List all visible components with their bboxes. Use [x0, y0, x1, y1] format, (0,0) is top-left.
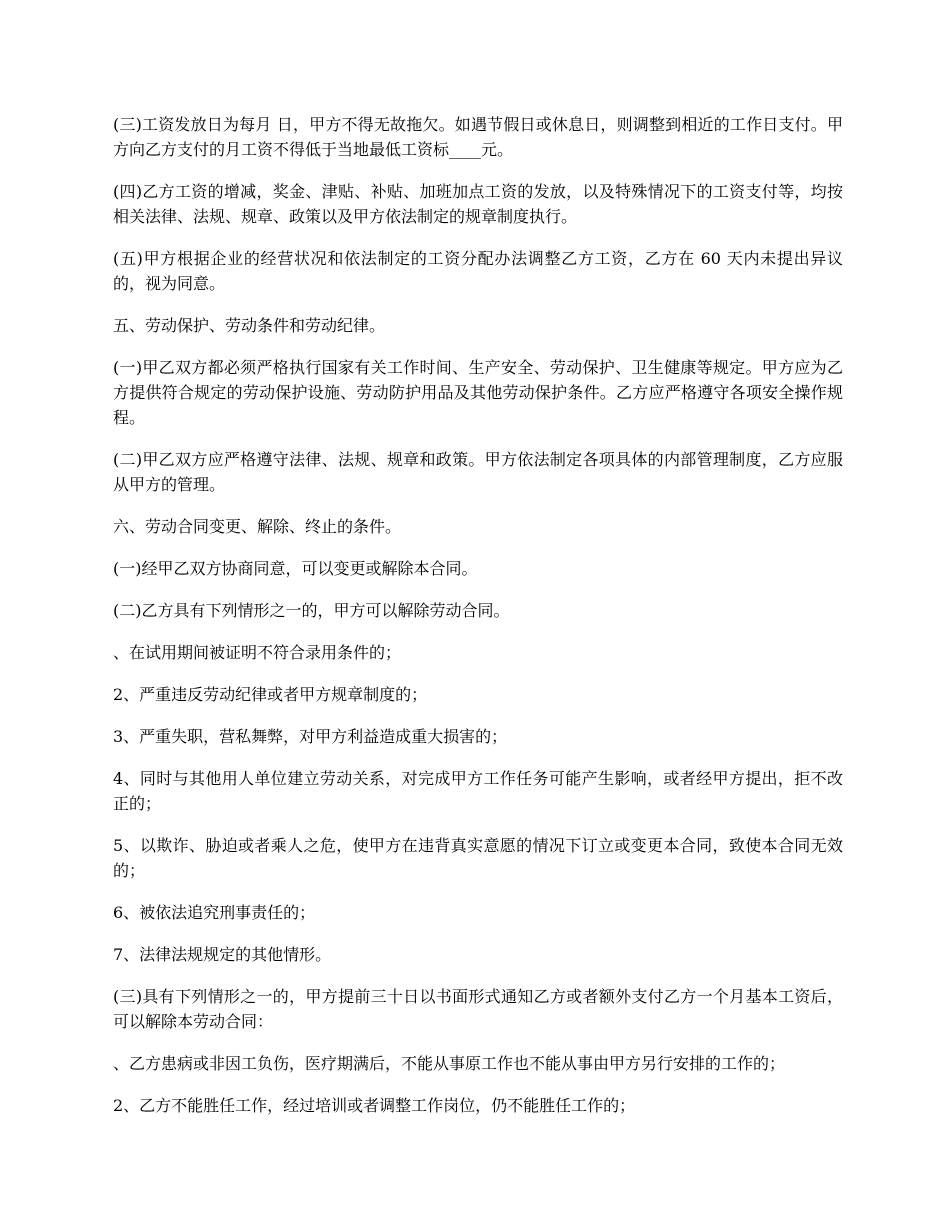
list-item-fraud: 5、以欺诈、胁迫或者乘人之危，使甲方在违背真实意愿的情况下订立或变更本合同，致使本合同无效的；: [113, 836, 843, 880]
paragraph-wage-payment-day: (三)工资发放日为每月 日，甲方不得无故拖欠。如遇节假日或休息日，则调整到相近的工作日支付。甲方向乙方支付的月工资不得低于当地最低工资标____元。: [113, 115, 843, 159]
section-heading-labor-protection: 五、劳动保护、劳动条件和劳动纪律。: [113, 316, 386, 335]
paragraph-compliance: (二)甲乙双方应严格遵守法律、法规、规章和政策。甲方依法制定各项具体的内部管理制度，乙方应服从甲方的管理。: [113, 450, 843, 494]
section-heading-contract-changes: 六、劳动合同变更、解除、终止的条件。: [113, 517, 402, 536]
paragraph-wage-adjustment: (四)乙方工资的增减，奖金、津贴、补贴、加班加点工资的发放，以及特殊情况下的工资支付等，均按相关法律、法规、规章、政策以及甲方依法制定的规章制度执行。: [113, 182, 843, 226]
list-item-criminal: 6、被依法追究刑事责任的；: [113, 903, 316, 922]
paragraph-termination-conditions: (二)乙方具有下列情形之一的，甲方可以解除劳动合同。: [113, 601, 510, 620]
list-item-other: 7、法律法规规定的其他情形。: [113, 945, 332, 964]
paragraph-wage-distribution: (五)甲方根据企业的经营状况和依法制定的工资分配办法调整乙方工资，乙方在 60 天内未提出异议的，视为同意。: [113, 249, 843, 293]
list-item-illness: 、乙方患病或非因工负伤，医疗期满后，不能从事原工作也不能从事由甲方另行安排的工作的；: [113, 1054, 786, 1073]
list-item-dual-employment: 4、同时与其他用人单位建立劳动关系，对完成甲方工作任务可能产生影响，或者经甲方提出，拒不改正的；: [113, 769, 843, 813]
paragraph-safety-rules: (一)甲乙双方都必须严格执行国家有关工作时间、生产安全、劳动保护、卫生健康等规定。甲方应为乙方提供符合规定的劳动保护设施、劳动防护用品及其他劳动保护条件。乙方应严格遵守各项安全操作规程。: [113, 358, 843, 427]
paragraph-mutual-agreement: (一)经甲乙双方协商同意，可以变更或解除本合同。: [113, 559, 478, 578]
list-item-misconduct: 3、严重失职，营私舞弊，对甲方利益造成重大损害的；: [113, 727, 508, 746]
list-item-probation: 、在试用期间被证明不符合录用条件的；: [113, 643, 402, 662]
paragraph-notice-termination: (三)具有下列情形之一的，甲方提前三十日以书面形式通知乙方或者额外支付乙方一个月基本工资后，可以解除本劳动合同：: [113, 987, 843, 1031]
document-body: [113, 112, 843, 1135]
list-item-discipline: 2、严重违反劳动纪律或者甲方规章制度的；: [113, 685, 428, 704]
list-item-incompetence: 2、乙方不能胜任工作，经过培训或者调整工作岗位，仍不能胜任工作的；: [113, 1096, 636, 1115]
